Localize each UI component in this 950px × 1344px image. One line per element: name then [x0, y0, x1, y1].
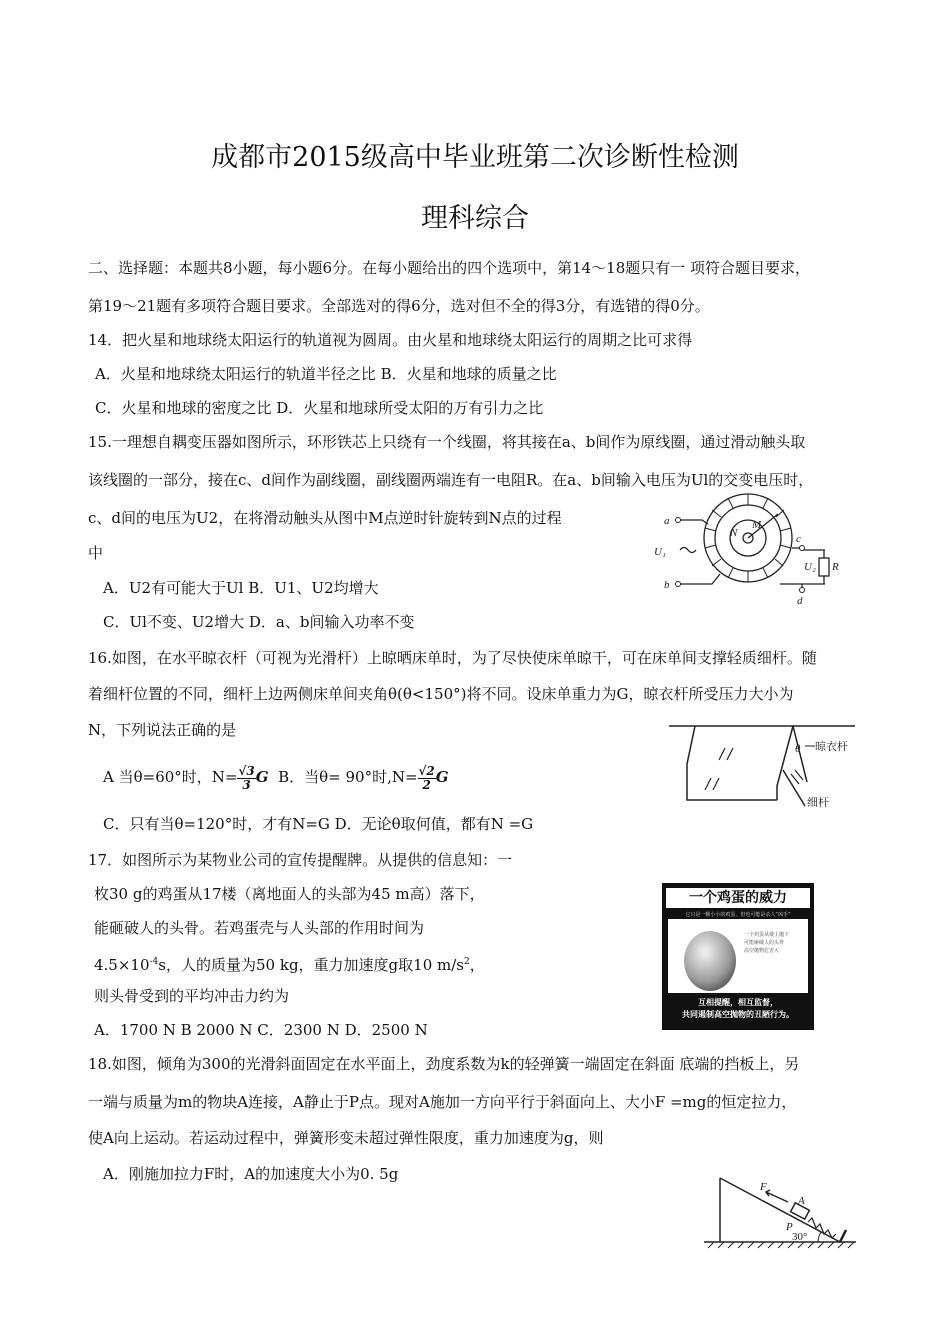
- transformer-figure: [650, 490, 840, 605]
- q16-option-a-num: √3: [238, 763, 255, 778]
- intro-line-2: 第19～21题有多项符合题目要求。全部选对的得6分，选对但不全的得3分，有选错的得0分。: [88, 297, 710, 315]
- poster-body-1: 一个鸡蛋从楼上抛下: [744, 932, 790, 938]
- q15-line-4: 中: [88, 544, 104, 562]
- q16-option-a-prefix: A 当θ=60°时，N=: [103, 768, 238, 786]
- q16-line-2: 着细杆位置的不同，细杆上边两侧床单间夹角θ(θ<150°)将不同。设床单重力为G，晾衣杆所受压力大小为: [88, 685, 794, 703]
- fig-label-n: N: [730, 527, 738, 539]
- q14-options-cd: C．火星和地球的密度之比 D．火星和地球所受太阳的万有引力之比: [95, 399, 544, 417]
- q16-line-3: N，下列说法正确的是: [88, 721, 237, 739]
- q16-option-b-prefix: B．当θ= 90°时,N=: [278, 768, 418, 786]
- q15-options-ab: A．U2有可能大于Ul B．U1、U2均增大: [103, 579, 379, 597]
- q18-line-1: 18.如图，倾角为300的光滑斜面固定在水平面上，劲度系数为k的轻弹簧一端固定在斜面 底端的挡板上，另: [88, 1055, 800, 1073]
- fig-label-p: P: [786, 1221, 793, 1233]
- fig-label-rack: 晾衣杆: [815, 741, 848, 753]
- q17-line-4-b: s，人的质量为50 kg，重力加速度g取10 m/s: [158, 956, 464, 974]
- q15-line-2: 该线圈的一部分，接在c、d间作为副线圈，副线圈两端连有一电阻R。在a、b间输入电压为Ul的交变电压时，: [88, 471, 814, 489]
- q17-line-4-c: ，: [469, 956, 485, 974]
- fig-label-u1: U₁: [654, 546, 666, 558]
- page-subtitle: 理科综合: [421, 203, 529, 234]
- q17-line-1: 17．如图所示为某物业公司的宣传提醒牌。从提供的信息知：一: [88, 851, 513, 869]
- q16-option-b-g: G: [435, 768, 449, 786]
- q14-stem: 14．把火星和地球绕太阳运行的轨道视为圆周。由火星和地球绕太阳运行的周期之比可求得: [88, 331, 693, 349]
- q15-line-1: 15.一理想自耦变压器如图所示，环形铁芯上只绕有一个线圈，将其接在a、b间作为原线圈，通过滑动触头取: [88, 433, 806, 451]
- q18-line-2: 一端与质量为m的物块A连接，A静止于P点。现对A施加一方向平行于斜面向上、大小F =mg的恒定拉力，: [88, 1093, 797, 1111]
- q16-option-b-fraction: [418, 765, 436, 792]
- poster-subtitle: 它只是一颗小小的鸡蛋，但也可能是杀人“凶手”: [685, 912, 791, 918]
- incline-figure: [700, 1172, 860, 1252]
- q17-line-4-exp: -4: [149, 957, 159, 967]
- poster-footer-1: 互相提醒，相互监督，: [698, 998, 778, 1007]
- fig-label-c: c: [796, 533, 801, 545]
- drying-rack-figure: [665, 718, 865, 814]
- fig-label-m: M: [752, 519, 762, 531]
- q17-line-3: 能砸破人的头骨。若鸡蛋壳与人头部的作用时间为: [94, 919, 425, 937]
- fig-label-f: F: [760, 1181, 767, 1193]
- egg-warning-poster: [662, 883, 814, 1030]
- q16-option-a-g: G: [255, 768, 269, 786]
- q17-line-4: [94, 952, 485, 975]
- intro-line-1: 二、选择题：本题共8小题，每小题6分。在每小题给出的四个选项中，第14～18题只有一 项符合题目要求，: [88, 259, 811, 277]
- fig-label-block-a: A: [798, 1195, 805, 1207]
- q18-option-a: A．刚施加拉力F时，A的加速度大小为0. 5g: [103, 1165, 399, 1183]
- q16-options-ab: [103, 762, 449, 792]
- q16-option-b-den: 2: [422, 777, 431, 792]
- q17-line-4-sq: 2: [463, 957, 470, 967]
- q17-options: A．1700 N B 2000 N C．2300 N D．2500 N: [94, 1021, 428, 1039]
- q16-options-cd: C．只有当θ=120°时，才有N=G D．无论θ取何值，都有N =G: [103, 815, 534, 833]
- fig-label-theta: θ: [795, 743, 801, 755]
- q14-options-ab: A．火星和地球绕太阳运行的轨道半径之比 B．火星和地球的质量之比: [95, 365, 557, 383]
- fig-label-r: R: [832, 561, 839, 573]
- poster-heading: 一个鸡蛋的威力: [666, 888, 810, 908]
- page-title: 成都市2015级高中毕业班第二次诊断性检测: [211, 142, 739, 173]
- poster-photo: [668, 919, 808, 993]
- q16-line-1: 16.如图，在水平晾衣杆（可视为光滑杆）上晾晒床单时，为了尽快使床单晾干，可在床单间支撑轻质细杆。随: [88, 649, 817, 667]
- fig-label-a: a: [664, 515, 670, 527]
- poster-body-2: 可能砸破人的头骨: [744, 940, 785, 946]
- fig-label-d: d: [797, 595, 803, 605]
- q17-line-2: 枚30 g的鸡蛋从17楼（离地面人的头部为45 m高）落下，: [94, 885, 485, 903]
- q15-options-cd: C．Ul不变、U2增大 D．a、b间输入功率不变: [103, 613, 415, 631]
- q16-option-a-den: 3: [242, 777, 251, 792]
- q17-line-4-a: 4.5×10: [94, 956, 150, 974]
- fig-label-b: b: [664, 579, 670, 591]
- q17-line-5: 则头骨受到的平均冲击力约为: [94, 987, 290, 1005]
- poster-footer-2: 共同遏制高空抛物的丑陋行为。: [682, 1010, 794, 1019]
- q16-option-a-fraction: [237, 765, 255, 792]
- poster-body-3: 高空抛物危害大: [744, 948, 780, 954]
- q15-line-3: c、d间的电压为U2，在将滑动触头从图中M点逆时针旋转到N点的过程: [88, 509, 562, 527]
- q18-line-3: 使A向上运动。若运动过程中，弹簧形变未超过弹性限度，重力加速度为g，则: [88, 1129, 604, 1147]
- fig-label-u2: U₂: [804, 561, 816, 573]
- fig-label-stick: 细杆: [807, 797, 829, 809]
- fig-label-angle: 30°: [792, 1231, 808, 1243]
- q16-option-b-num: √2: [418, 763, 435, 778]
